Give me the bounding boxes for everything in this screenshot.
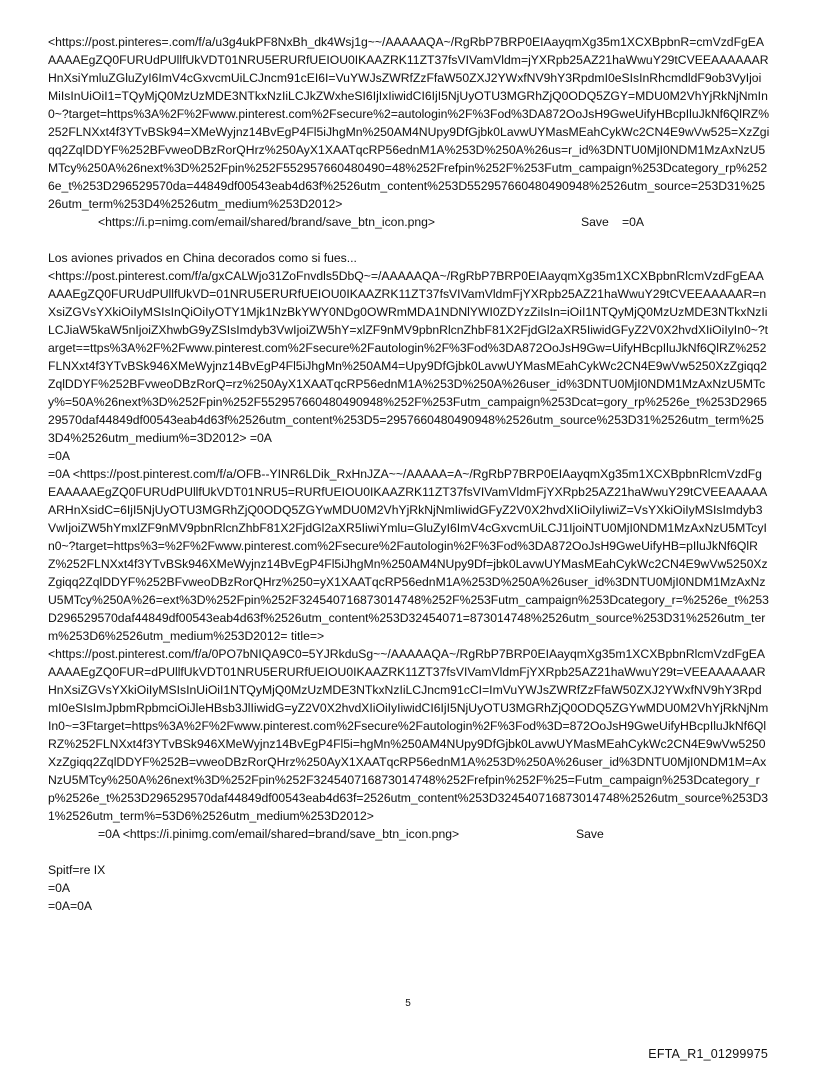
spacer	[48, 843, 770, 861]
encoded-break: =0A	[48, 449, 71, 463]
save-suffix-1: =0A	[622, 215, 645, 229]
save-row-2	[48, 825, 770, 843]
footer-line-3: =0A=0A	[48, 899, 93, 913]
document-id: EFTA_R1_01299975	[648, 1047, 768, 1061]
save-label-1[interactable]: Save	[581, 215, 609, 229]
save-icon-link-1[interactable]: <https://i.p=nimg.com/email/shared/brand/save_btn_icon.png>	[98, 215, 436, 229]
document-body	[48, 33, 770, 915]
footer-line-1: Spitf=re IX	[48, 863, 106, 877]
save-row-1	[48, 213, 770, 231]
pin-title-2: Los aviones privados en China decorados como si fues...	[48, 251, 357, 265]
page-number: 5	[405, 998, 411, 1009]
footer-line-2: =0A	[48, 881, 71, 895]
pinterest-link-3[interactable]: =0A <https://post.pinterest.com/f/a/OFB--YINR6LDik_RxHnJZA~~/AAAAA=A~/RgRbP7BRP0EIAayqmXg35m1XCXBpbnRlcmVzdFgEAAAAAEgZQ0FURUdPUllfUkVDT01NRU5=RURfUEIOU0IKAAZRK11ZT37fsVIVamVldmFjYXRpb25AZ21haWwuY29tCVEEAAAAAARHnXsidC=6IjI5NjUyOTU3MGRhZjQ0ODQ5ZGYwMDU0M2VhYjRkNjNmIiwidGFyZ2V0X2hvdXIiOiIyIiwiZ=VsYXkiOiIyMSIsImdyb3VwIjoiZW5hYmxlZF9nMV9pbnRlcnZhbF81X2FjdGl2aXR5IiwiYmlu=GluZyI6ImV4cGxvcmUiLCJ1IjoiNTU0MjI0NDM1MzAxNzU5MTcyIn0~?target=https%3=%2F%2Fwww.pinterest.com%2Fsecure%2Fautologin%2F%3Fod%3DA872OoJsH9GweUifyHB=pIluJkNf6QlRZ%252FLNXxt4f3YTvBSk946XMeWyjnz14BvEgP4Fl5iJhgMn%250AM4NUpy9Df=jbk0LavwUYMasMEahCykWc2CN4E9wVw5250XzZgiqq2ZqlDDYF%252BFvweoDBzRorQHrz%250=yX1XAATqcRP56ednM1A%253D%250A%26user_id%3DNTU0MjI0NDM1MzAxNzU5MTcy%250A%26=ext%3D%252Fpin%252F324540716873014748%252F%253Futm_campaign%253Dcategory_r=%2526e_t%253D296529570daf44849df00543eab4d63f%2526utm_content%253D32454071=873014748%2526utm_source%253D31%2526utm_term%253D6%2526utm_medium%253D2012= title=>	[48, 467, 769, 643]
spacer	[48, 231, 770, 249]
pinterest-link-4[interactable]: <https://post.pinterest.com/f/a/0PO7bNIQA9C0=5YJRkduSg~~/AAAAAQA~/RgRbP7BRP0EIAayqmXg35m1XCXBpbnRlcmVzdFgEAAAAAEgZQ0FUR=dPUllfUkVDT01NRU5ERURfUEIOU0IKAAZRK11ZT37fsVIVamVldmFjYXRpb25AZ21haWwuY29t=VEEAAAAAARHnXsiZGVsYXkiOiIyMSIsInUiOiI1NTQyMjQ0MzUzMDE3NTkxNzIiLCJncm91cCI=ImVuYWJsZWRfZzFfaW50ZXJ2YWxfNV9hY3RpdmI0eSIsImJpbmRpbmciOiJleHBsb3JlIiwidG=yZ2V0X2hvdXIiOiIyIiwidCI6IjI5NjUyOTU3MGRhZjQ0ODQ5ZGYwMDU0M2VhYjRkNjNmIn0~=3Ftarget=https%3A%2F%2Fwww.pinterest.com%2Fsecure%2Fautologin%2F%3Fod%3D=872OoJsH9GweUifyHBcpIluJkNf6QlRZ%252FLNXxt4f3YTvBSk946XMeWyjnz14BvEgP4Fl5i=hgMn%250AM4NUpy9DfGjbk0LavwUYMasMEahCykWc2CN4E9wVw5250XzZgiqq2ZqlDDYF%252B=vweoDBzRorQHrz%250AyX1XAATqcRP56ednM1A%253D%250A%26user_id%3DNTU0MjI0NDM1M=AxNzU5MTcy%250A%26next%3D%252Fpin%252F324540716873014748%252Frefpin%252F%25=Futm_campaign%253Dcategory_rp%2526e_t%253D296529570daf44849df00543eab4d63f=2526utm_content%253D324540716873014748%2526utm_source%253D31%2526utm_term%=53D6%2526utm_medium%253D2012>	[48, 647, 769, 823]
pinterest-link-2[interactable]: <https://post.pinterest.com/f/a/gxCALWjo31ZoFnvdls5DbQ~=/AAAAAQA~/RgRbP7BRP0EIAayqmXg35m1XCXBpbnRlcmVzdFgEAAAAAEgZQ0FURUdPUllfUkVD=01NRU5ERURfUEIOU0IKAAZRK11ZT37fsVIVamVldmFjYXRpb25AZ21haWwuY29tCVEEAAAAAR=nXsiZGVsYXkiOiIyMSIsInQiOiIyOTY1Mjk1NzBkYWY0NDg0OWRmMDA1NDNlYWI0ZDYzZiIsIn=iOiI1NTQyMjQ0MzUzMDE3NTkxNzIiLCJiaW5kaW5nIjoiZXhwbG9yZSIsImdyb3VwIjoiZW5hY=xlZF9nMV9pbnRlcnZhbF81X2FjdGl2aXR5IiwidGFyZ2V0X2hvdXIiOiIyIn0~?target==ttps%3A%2F%2Fwww.pinterest.com%2Fsecure%2Fautologin%2F%3Fod%3DA872OoJsH9Gw=UifyHBcpIluJkNf6QlRZ%252FLNXxt4f3YTvBSk946XMeWyjnz14BvEgP4Fl5iJhgMn%250AM4=Upy9DfGjbk0LavwUYMasMEahCykWc2CN4E9wVw5250XzZgiqq2ZqlDDYF%252BFvweoDBzRorQ=rz%250AyX1XAATqcRP56ednM1A%253D%250A%26user_id%3DNTU0MjI0NDM1MzAxNzU5MTcy%=50A%26next%3D%252Fpin%252F552957660480490948%252F%253Futm_campaign%253Dcat=gory_rp%2526e_t%253D296529570daf44849df00543eab4d63f%2526utm_content%253D5=2957660480490948%2526utm_source%253D31%2526utm_term%253D4%2526utm_medium%=3D2012> =0A	[48, 269, 769, 445]
pinterest-link-1[interactable]: <https://post.pinteres=.com/f/a/u3g4ukPF8NxBh_dk4Wsj1g~~/AAAAAQA~/RgRbP7BRP0EIAayqmXg35m1XCXBpbnR=cmVzdFgEAAAAAEgZQ0FURUdPUllfUkVDT01NRU5ERURfUEIOU0IKAAZRK11ZT37fsVIVamVldm=jYXRpb25AZ21haWwuY29tCVEEAAAAAARHnXsiYmluZGluZyI6ImV4cGxvcmUiLCJncm91cEI6I=VuYWJsZWRfZzFfaW50ZXJ2YWxfNV9hY3RpdmI0eSIsInRhcmdldF9ob3VyIjoiMiIsInUiOiI1=TQyMjQ0MzUzMDE3NTkxNzIiLCJkZWxheSI6IjIxIiwidCI6IjI5NjUyOTU3MGRhZjQ0ODQ5ZGY=MDU0M2VhYjRkNjNmIn0~?target=https%3A%2F%2Fwww.pinterest.com%2Fsecure%2=autologin%2F%3Fod%3DA872OoJsH9GweUifyHBcpIluJkNf6QlRZ%252FLNXxt4f3YTvBSk94=XMeWyjnz14BvEgP4Fl5iJhgMn%250AM4NUpy9DfGjbk0LavwUYMasMEahCykWc2CN4E9wVw525=XzZgiqq2ZqlDDYF%252BFvweoDBzRorQHrz%250AyX1XAATqcRP56ednM1A%253D%250A%26us=r_id%3DNTU0MjI0NDM1MzAxNzU5MTcy%250A%26next%3D%252Fpin%252F552957660480490=48%252Frefpin%252F%253Futm_campaign%253Dcategory_rp%2526e_t%253D296529570da=44849df00543eab4d63f%2526utm_content%253D552957660480490948%2526utm_source=253D31%2526utm_term%253D4%2526utm_medium%253D2012>	[48, 35, 770, 211]
save-label-2[interactable]: Save	[576, 827, 604, 841]
save-icon-link-2[interactable]: =0A <https://i.pinimg.com/email/shared=brand/save_btn_icon.png>	[98, 827, 460, 841]
